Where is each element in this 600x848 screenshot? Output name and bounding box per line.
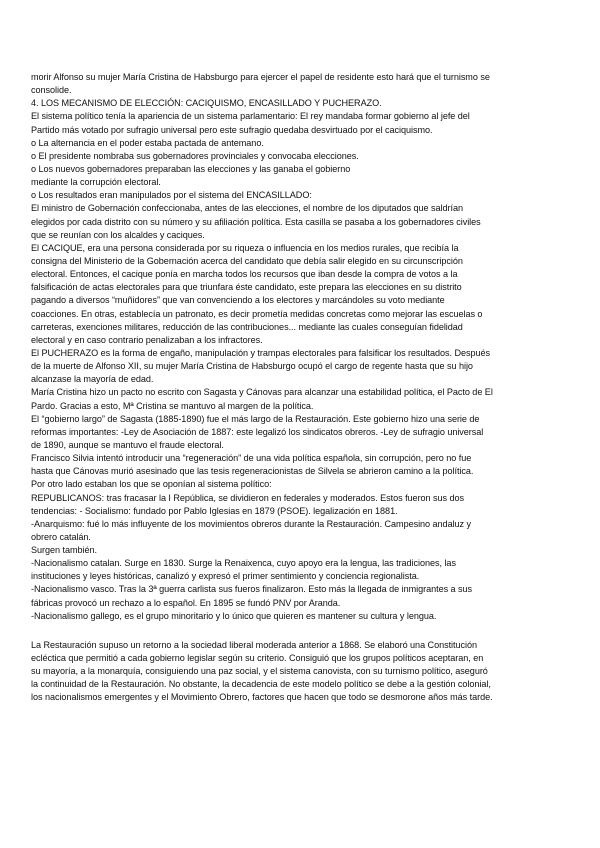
text-line: elegidos por cada distrito con su número y su afiliación política. Esta casilla se pasaba a los gobernadores civiles: [31, 216, 481, 227]
text-line: mediante la corrupción electoral.: [31, 177, 161, 188]
text-line: consigna del Ministerio de la Gobernación acerca del candidato que debía salir elegido en su circunscripción: [31, 255, 463, 266]
text-line: que se reunían con los alcaldes y caciques.: [31, 229, 205, 240]
text-line: la continuidad de la Restauración. No obstante, la decadencia de este modelo político se debe a la gestión colonial,: [31, 679, 491, 690]
text-line: o Los nuevos gobernadores preparaban las elecciones y las ganaba el gobierno: [31, 163, 351, 174]
text-line: o Los resultados eran manipulados por el sistema del ENCASILLADO:: [31, 190, 312, 201]
text-line: instituciones y leyes históricas, canalizó y expresó el primer sentimiento y conciencia regionalista.: [31, 571, 420, 582]
text-line: -Anarquismo: fué lo más influyente de los movimientos obreros durante la Restauración. Campesino andaluz y: [31, 518, 472, 529]
text-line: El CACIQUE, era una persona considerada por su riqueza o influencia en los medios rurales, que recibía la: [31, 242, 459, 253]
text-line: carreteras, exenciones militares, reducción de las contribuciones... mediante las cuales conseguían fidelidad: [31, 321, 463, 332]
text-line: consolide.: [31, 85, 72, 96]
text-line: El PUCHERAZO es la forma de engaño, manipulación y trampas electorales para falsificar los resultados. Después: [31, 347, 491, 358]
text-line: electoral. Entonces, el cacique ponía en marcha todos los recursos que iban desde la compra de votos a la: [31, 269, 458, 280]
text-line: coacciones. En otras, establecía un patronato, es decir prometía medidas concretas como mejorar las escuelas o: [31, 308, 483, 319]
text-line: alcanzase la mayoría de edad.: [31, 374, 154, 385]
text-line: -Nacionalismo gallego, es el grupo minoritario y lo único que quieren es mantener su cultura y lengua.: [31, 610, 437, 621]
text-line: El ministro de Gobernación confeccionaba, antes de las elecciones, el nombre de los diputados que saldrían: [31, 203, 463, 214]
text-line: o El presidente nombraba sus gobernadores provinciales y convocaba elecciones.: [31, 150, 359, 161]
text-line: hasta que Cánovas murió asesinado que las tesis regeneracionistas de Silvela se abrieron camino a la política.: [31, 466, 474, 477]
text-line: ecléctica que permitió a cada gobierno legislar según su criterio. Consiguió que los grupos políticos aceptaran, en: [31, 653, 484, 664]
paragraph-spacer: [31, 623, 593, 639]
text-line: María Cristina hizo un pacto no escrito con Sagasta y Cánovas para alcanzar una estabilidad política, el Pacto de El: [31, 387, 493, 398]
text-line: morir Alfonso su mujer María Cristina de Habsburgo para ejercer el papel de residente esto hará que el turnismo se: [31, 72, 490, 82]
document-body: [31, 71, 593, 705]
text-line: de la muerte de Alfonso XII, su mujer María Cristina de Habsburgo ocupó el cargo de regente hasta que su hijo: [31, 361, 473, 372]
text-line: tendencias: - Socialismo: fundado por Pablo Iglesias en 1879 (PSOE). legalización en 1881.: [31, 505, 398, 516]
text-line: electoral y en caso contrario penalizaban a los infractores.: [31, 334, 263, 345]
text-line: REPUBLICANOS: tras fracasar la I República, se dividieron en federales y moderados. Estos fueron sus dos: [31, 492, 465, 503]
text-line: Surgen también.: [31, 545, 97, 556]
text-line: Por otro lado estaban los que se oponían al sistema político:: [31, 479, 272, 490]
text-line: falsificación de actas electorales para que triunfara éste candidato, este prepara las elecciones en su distrito: [31, 282, 462, 293]
text-line: -Nacionalismo catalan. Surge en 1830. Surge la Renaixenca, cuyo apoyo era la lengua, las tradiciones, las: [31, 558, 456, 569]
text-line: pagando a diversos “muñidores” que van convenciendo a los electores y marcándoles su voto mediante: [31, 295, 445, 306]
text-line: reformas importantes: -Ley de Asociación de 1887: este legalizó los sindicatos obreros. -Ley de sufragio universal: [31, 426, 484, 437]
text-line: Francisco Silvia intentó introducir una “regeneración” de una vida política española, sin corrupción, pero no fue: [31, 453, 472, 464]
text-line: los nacionalismos emergentes y el Movimiento Obrero, factores que hacen que todo se desmorone años más tarde.: [31, 692, 493, 703]
text-line: 4. LOS MECANISMO DE ELECCIÓN: CACIQUISMO, ENCASILLADO Y PUCHERAZO.: [31, 98, 382, 109]
text-line: El sistema político tenía la apariencia de un sistema parlamentario: El rey mandaba formar gobierno al jefe del: [31, 111, 470, 122]
text-line: -Nacionalismo vasco. Tras la 3ª guerra carlista sus fueros finalizaron. Esto más la llegada de inmigrantes a sus: [31, 584, 473, 595]
text-line: fábricas provocó un rechazo a lo español. En 1895 se fundó PNV por Aranda.: [31, 597, 341, 608]
text-line: La Restauración supuso un retorno a la sociedad liberal moderada anterior a 1868. Se elaboró una Constitución: [31, 639, 477, 650]
text-line: su mayoría, a la monarquía, consiguiendo una paz social, y el sistema canovista, con su turnismo político, aseguró: [31, 666, 488, 677]
text-line: o La alternancia en el poder estaba pactada de antemano.: [31, 137, 264, 148]
text-line: obrero catalán.: [31, 531, 91, 542]
text-line: de 1890, aunque se mantuvo el fraude electoral.: [31, 439, 224, 450]
text-line: Partido más votado por sufragio universal pero este sufragio quedaba desvirtuado por el caciquismo.: [31, 124, 433, 135]
text-line: Pardo. Gracias a esto, Mª Cristina se mantuvo al margen de la política.: [31, 400, 314, 411]
text-line: El “gobierno largo” de Sagasta (1885-1890) fue el más largo de la Restauración. Este gobierno hizo una serie de: [31, 413, 480, 424]
